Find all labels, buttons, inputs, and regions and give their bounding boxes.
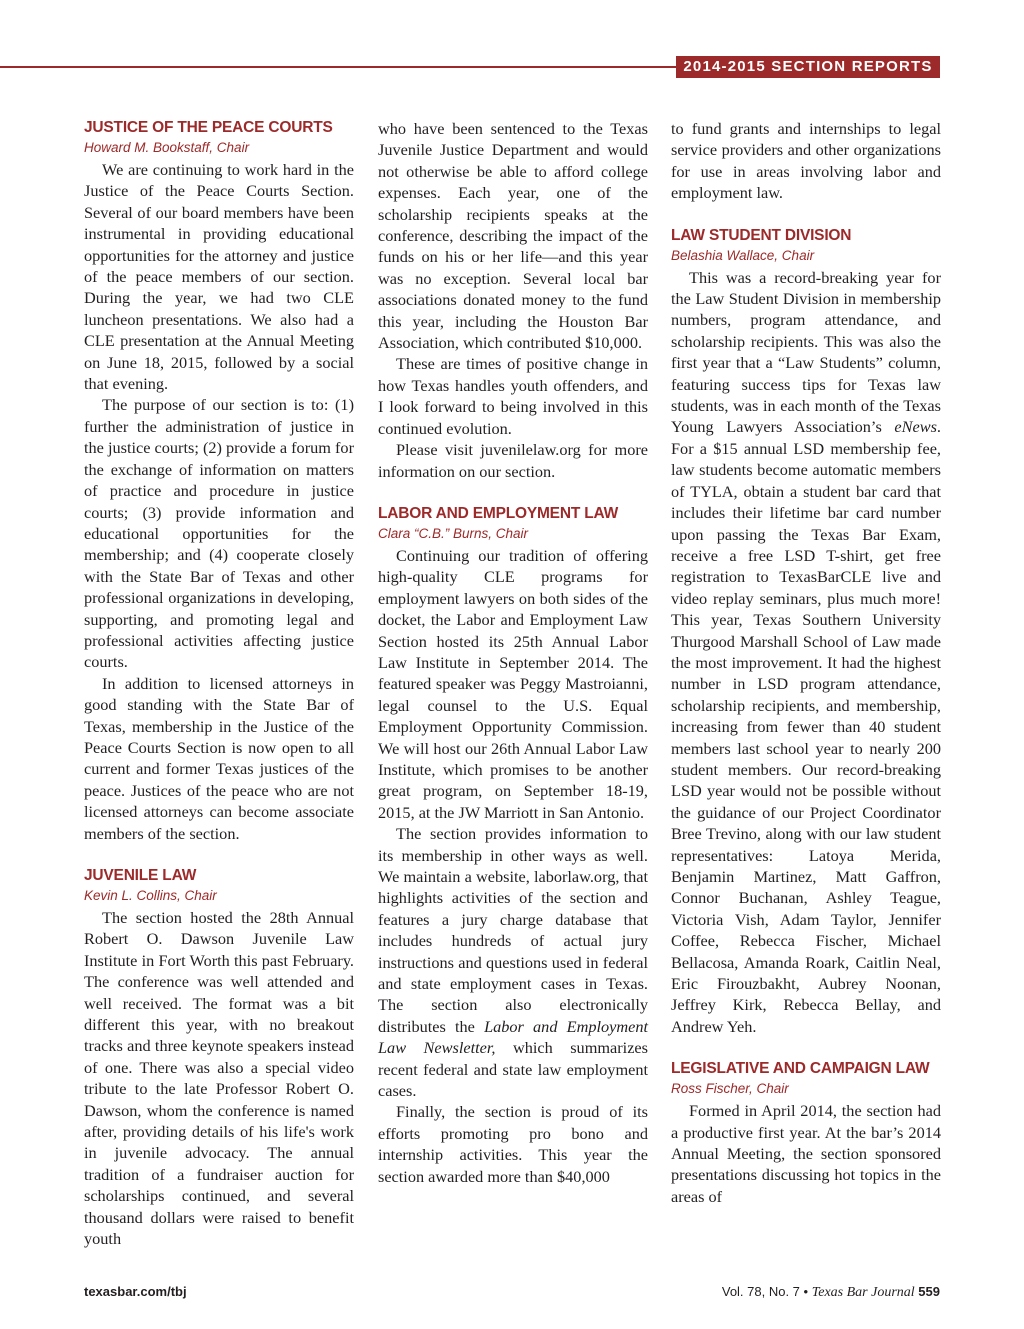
paragraph: to fund grants and internships to legal service providers and other organizations for use in areas involving labor and employment law. xyxy=(671,119,941,203)
paragraph: Please visit juvenilelaw.org for more information on our section. xyxy=(378,440,648,481)
paragraph: The section hosted the 28th Annual Robert O. Dawson Juvenile Law Institute in Fort Worth this past February. The conference was well attended and well received. The format was a bit different this year, with no breakout tracks and three keynote speakers instead of one. There was also a special video tribute to the late Professor Robert O. Dawson, whom the conference is named after, providing details of his life's work in juvenile advocacy. The annual tradition of a fundraiser auction for scholarships continued, and several thousand dollars were raised to benefit youth xyxy=(84,908,354,1249)
footer-folio xyxy=(722,1284,940,1301)
footer-url: texasbar.com/tbj xyxy=(84,1284,187,1299)
paragraph: Finally, the section is proud of its efforts promoting pro bono and internship activities. This year the section awarded more than $40,000 xyxy=(378,1102,648,1186)
section-title-justice: JUSTICE OF THE PEACE COURTS xyxy=(84,119,333,136)
column-1 xyxy=(84,118,354,1250)
paragraph-text: . For a $15 annual LSD membership fee, law students become automatic members of TYLA, obtain a student bar card that includes their lifetime bar card number upon passing the Texas Bar Exam, receive a free LSD T-shirt, get free registration to TexasBarCLE live and video replay seminars, plus much more! This year, Texas Southern University Thurgood Marshall School of Law made the most improvement. It had the highest number in LSD program attendance, scholarship recipients, and membership, increasing from fewer than 40 student members last school year to nearly 200 student members. Our record-breaking LSD year would not be possible without the guidance of our Project Coordinator Bree Trevino, along with our law student representatives: Latoya Merida, Benjamin Martinez, Matt Gaffron, Connor Buchanan, Ashley Teague, Victoria Vish, Adam Taylor, Jennifer Coffee, Rebecca Fischer, Michael Bellacosa, Amanda Roark, Caitlin Neal, Eric Firouzbakht, Aubrey Noonan, Jeffrey Kirk, Rebecca Bellay, and Andrew Yeh. xyxy=(671,417,941,1036)
paragraph-text: which summarizes recent federal and state law employment cases. xyxy=(378,1038,648,1101)
paragraph: We are continuing to work hard in the Justice of the Peace Courts Section. Several of our board members have been instrumental in providing educational opportunities for the attorney and justice of the peace members of our section. During the year, we had two CLE luncheon presentations. We also had a CLE presentation at the Annual Meeting on June 18, 2015, followed by a social that evening. xyxy=(84,160,354,394)
section-chair-juvenile: Kevin L. Collins, Chair xyxy=(84,888,217,903)
paragraph-text: This was a record-breaking year for the Law Student Division in membership numbers, program attendance, and scholarship recipients. This was also the first year that a “Law Students” column, featuring success tips for Texas law students, was in each month of the Texas Young Lawyers Association’s xyxy=(671,267,941,437)
paragraph xyxy=(378,823,648,1101)
section-chair-justice: Howard M. Bookstaff, Chair xyxy=(84,140,250,155)
page-number: 559 xyxy=(918,1284,940,1299)
footer-volume: Vol. 78, No. 7 xyxy=(721,1284,800,1299)
paragraph xyxy=(671,267,941,1038)
column-3 xyxy=(671,118,941,1207)
paragraph: The purpose of our section is to: (1) further the administration of justice in the justice courts; (2) provide a forum for the exchange of information on matters of practice and procedure in justice courts; (3) provide information and educational opportunities for the membership; and (4) cooperate closely with the State Bar of Texas and other professional organizations in developing, supporting, and promoting legal and professional activities affecting justice courts. xyxy=(84,395,354,672)
paragraph: Continuing our tradition of offering high-quality CLE programs for employment lawyers on both sides of the docket, the Labor and Employment Law Section hosted its 25th Annual Labor Law Institute in September 2014. The featured speaker was Peggy Mastroianni, legal counsel to the U.S. Equal Employment Opportunity Commission. We will host our 26th Annual Labor Law Institute, which promises to be another great program, on September 18-19, 2015, at the JW Marriott in San Antonio. xyxy=(378,545,648,822)
section-title-legislative: LEGISLATIVE AND CAMPAIGN LAW xyxy=(671,1060,930,1078)
paragraph: These are times of positive change in how Texas handles youth offenders, and I look forward to being involved in this continued evolution. xyxy=(378,354,648,438)
enews-title: eNews xyxy=(894,417,937,437)
section-chair-lsd: Belashia Wallace, Chair xyxy=(671,247,815,263)
section-chair-labor: Clara “C.B.” Burns, Chair xyxy=(378,525,529,541)
section-banner: 2014-2015 SECTION REPORTS xyxy=(676,56,940,78)
column-2 xyxy=(378,118,648,1187)
newsletter-title: Labor and Employment Law Newsletter, xyxy=(378,1016,648,1058)
section-title-lsd: LAW STUDENT DIVISION xyxy=(671,226,852,244)
section-title-labor: LABOR AND EMPLOYMENT LAW xyxy=(378,504,619,522)
footer-journal: Texas Bar Journal xyxy=(811,1285,915,1300)
footer-bullet: • xyxy=(803,1284,809,1299)
paragraph-text: The section provides information to its membership in other ways as well. We maintain a website, laborlaw.org, that highlights activities of the section and features a jury charge database that includes hundreds of actual jury instructions and questions used in federal and state employment cases in Texas. The section also electronically distributes the xyxy=(378,824,648,1036)
paragraph: who have been sentenced to the Texas Juvenile Justice Department and would not otherwise be able to afford college expenses. Each year, one of the scholarship recipients speaks at the conference, describing the impact of the funds on his or her life—and this year was no exception. Several local bar associations donated money to the fund this year, including the Houston Bar Association, which contributed $10,000. xyxy=(378,119,648,353)
section-title-juvenile: JUVENILE LAW xyxy=(84,867,197,884)
header-rule xyxy=(0,66,676,68)
paragraph: Formed in April 2014, the section had a productive first year. At the bar’s 2014 Annual Meeting, the section sponsored presentations discussing hot topics in the areas of xyxy=(671,1101,941,1206)
section-chair-legislative: Ross Fischer, Chair xyxy=(671,1081,789,1097)
paragraph: In addition to licensed attorneys in good standing with the State Bar of Texas, membership in the Justice of the Peace Courts Section is now open to all current and former Texas justices of the peace. Justices of the peace who are not licensed attorneys can become associate members of the section. xyxy=(84,673,354,843)
